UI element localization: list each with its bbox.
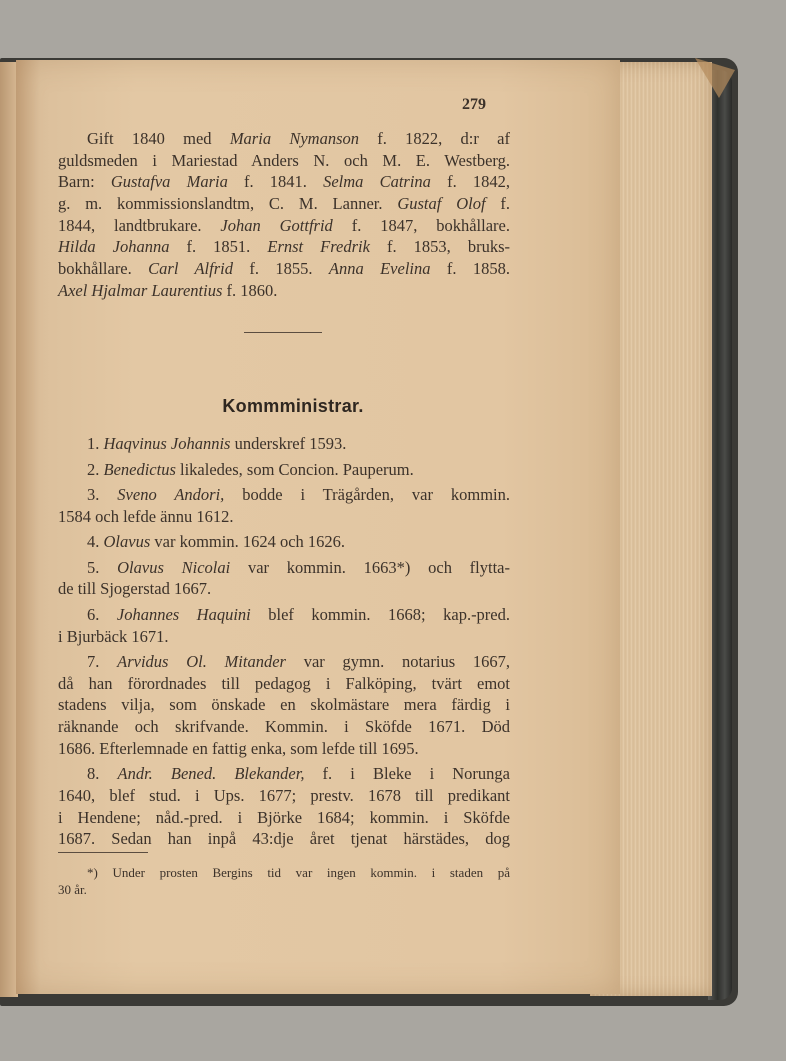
page-number: 279 (462, 96, 486, 113)
text-line: Hilda Johanna f. 1851. Ernst Fredrik f. 1853, bruks- (58, 237, 510, 257)
text-line: bokhållare. Carl Alfrid f. 1855. Anna Evelina f. 1858. (58, 259, 510, 279)
text-line: guldsmeden i Mariestad Anders N. och M. E. Westberg. (58, 150, 510, 170)
list-item-continuation: 1640, blef stud. i Ups. 1677; prestv. 1678 till predikant (58, 786, 510, 805)
section-divider (244, 332, 322, 333)
text-line: Barn: Gustafva Maria f. 1841. Selma Catrina f. 1842, (58, 172, 510, 192)
list-item: 3. Sveno Andori, bodde i Trägården, var kommin. (87, 485, 510, 504)
list-item: 8. Andr. Bened. Blekander, f. i Bleke i Norunga (87, 764, 510, 784)
text-line: Gift 1840 med Maria Nymanson f. 1822, d:r af (87, 129, 510, 148)
list-item-continuation: stadens vilja, som önskade en skolmästare mera färdig i (58, 695, 510, 715)
list-item-continuation: 1584 och lefde ännu 1612. (58, 506, 234, 526)
list-item-continuation: de till Sjogerstad 1667. (58, 579, 212, 599)
entries-list (58, 433, 510, 850)
list-item-continuation: då han förordnades till pedagog i Falköping, tvärt emot (58, 673, 510, 693)
text-line: Axel Hjalmar Laurentius f. 1860. (58, 280, 278, 300)
list-item-continuation: 1686. Efterlemnade en fattig enka, som lefde till 1695. (58, 738, 419, 758)
list-item: 5. Olavus Nicolai var kommin. 1663*) och flytta- (87, 557, 510, 577)
section-heading: Kommministrar. (222, 396, 364, 416)
list-item-continuation: 1687. Sedan han inpå 43:dje året tjenat härstädes, dog (58, 829, 510, 849)
list-item-continuation: i Hendene; nåd.-pred. i Björke 1684; kommin. i Sköfde (58, 807, 510, 827)
text-line: 1844, landtbrukare. Johan Gottfrid f. 1847, bokhållare. (58, 215, 510, 235)
text-line: g. m. kommissionslandtm, C. M. Lanner. Gustaf Olof f. (58, 194, 510, 214)
footnote-line: *) Under prosten Bergins tid var ingen kommin. i staden på (87, 865, 510, 880)
list-item: 1. Haqvinus Johannis underskref 1593. (87, 434, 347, 453)
list-item-continuation: i Bjurbäck 1671. (58, 626, 169, 646)
top-paragraph (58, 128, 510, 302)
footnote (58, 864, 510, 898)
list-item: 7. Arvidus Ol. Mitander var gymn. notarius 1667, (87, 652, 510, 672)
footnote-divider (58, 852, 148, 853)
list-item: 4. Olavus var kommin. 1624 och 1626. (87, 532, 346, 552)
list-item: 2. Benedictus likaledes, som Concion. Pauperum. (87, 459, 414, 479)
footnote-line: 30 år. (58, 882, 87, 897)
list-item: 6. Johannes Haquini blef kommin. 1668; kap.-pred. (87, 604, 510, 624)
list-item-continuation: räknande och skrifvande. Kommin. i Sköfde 1671. Död (58, 717, 510, 737)
